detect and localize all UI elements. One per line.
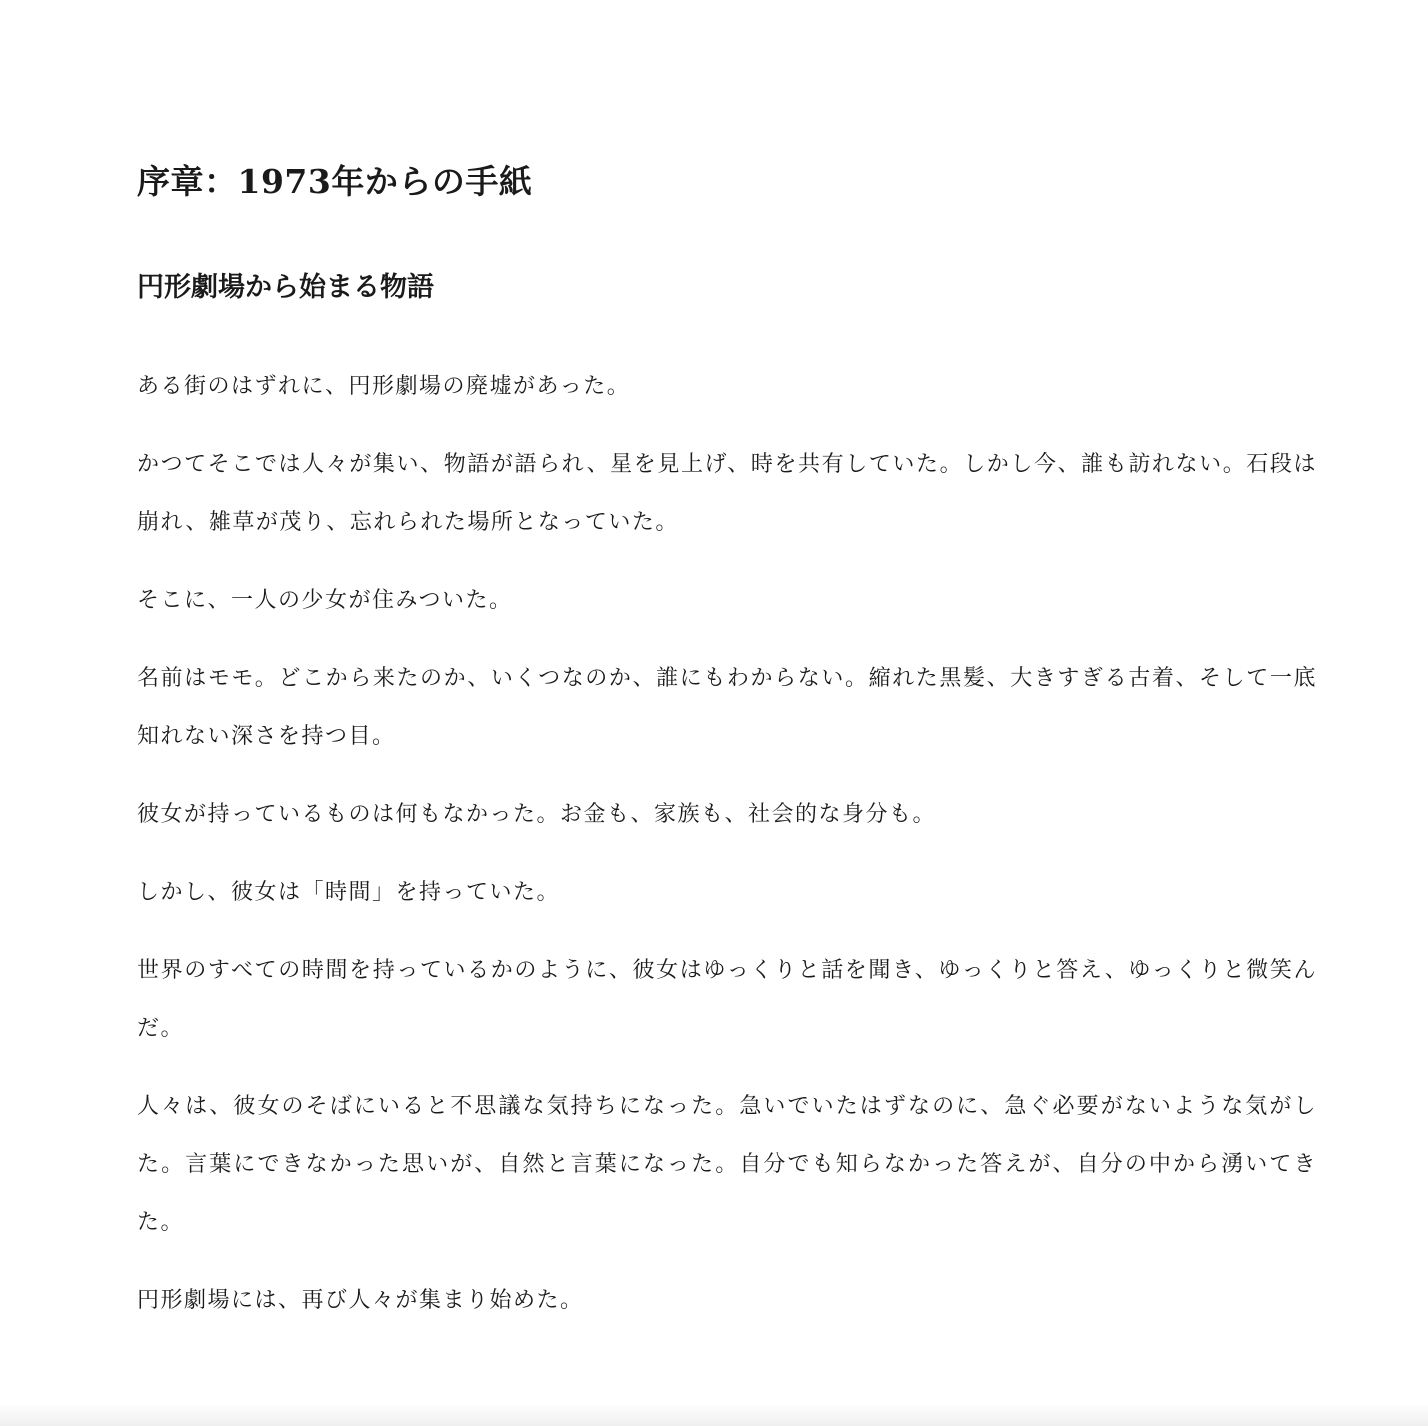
paragraph: かつてそこでは人々が集い、物語が語られ、星を見上げ、時を共有していた。しかし今、誰も訪れない。石段は崩れ、雑草が茂り、忘れられた場所となっていた。 — [137, 452, 1317, 535]
chapter-title: 序章：1973年からの手紙 — [137, 162, 533, 201]
paragraph: 世界のすべての時間を持っているかのように、彼女はゆっくりと話を聞き、ゆっくりと答え、ゆっくりと微笑んだ。 — [137, 958, 1317, 1041]
page-bottom-shadow — [0, 1404, 1428, 1426]
paragraph: 名前はモモ。どこから来たのか、いくつなのか、誰にもわからない。縮れた黒髪、大きすぎる古着、そして一底知れない深さを持つ目。 — [137, 666, 1317, 749]
paragraph: 彼女が持っているものは何もなかった。お金も、家族も、社会的な身分も。 — [137, 802, 937, 827]
paragraph: しかし、彼女は「時間」を持っていた。 — [137, 880, 561, 905]
paragraph: そこに、一人の少女が住みついた。 — [137, 588, 513, 613]
body-text — [137, 358, 1317, 1350]
paragraph: ある街のはずれに、円形劇場の廃墟があった。 — [137, 374, 631, 399]
paragraph: 円形劇場には、再び人々が集まり始めた。 — [137, 1288, 584, 1313]
section-title: 円形劇場から始まる物語 — [137, 272, 434, 303]
paragraph: 人々は、彼女のそばにいると不思議な気持ちになった。急いでいたはずなのに、急ぐ必要がないような気がした。言葉にできなかった思いが、自然と言葉になった。自分でも知らなかった答えが、自分の中から湧いてきた。 — [137, 1094, 1317, 1235]
